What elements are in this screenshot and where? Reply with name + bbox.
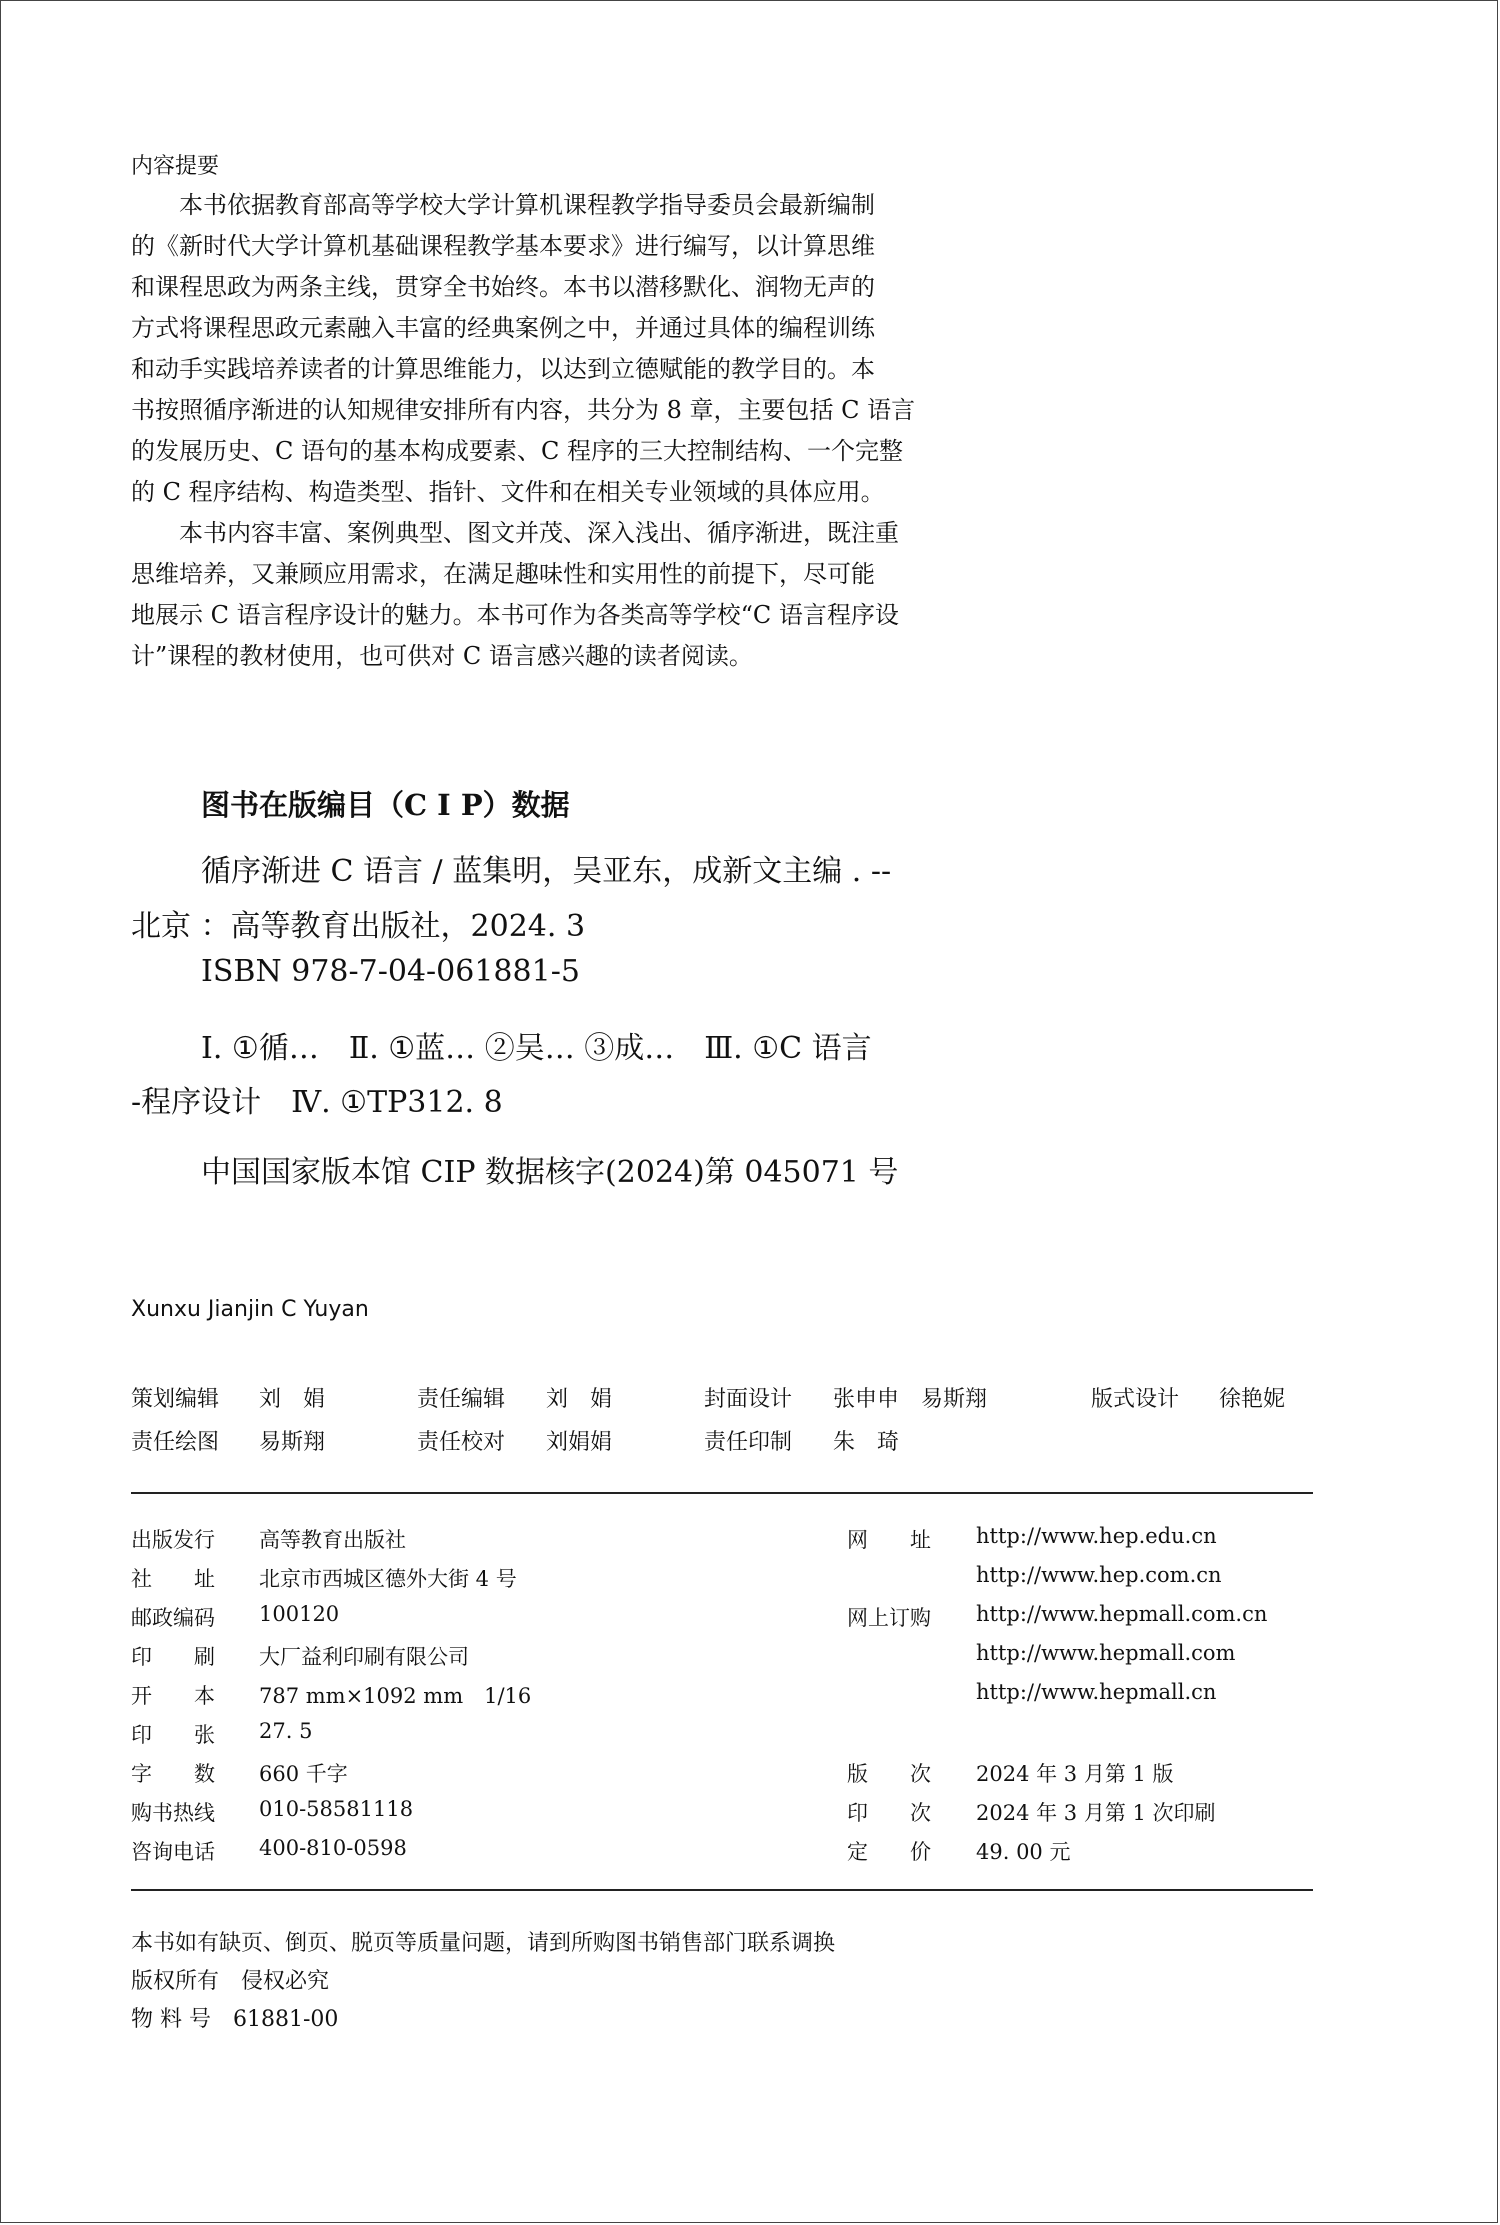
abstract-text bbox=[131, 185, 951, 677]
pub-value: 高等教育出版社 bbox=[259, 1528, 406, 1552]
divider-bottom bbox=[131, 1889, 1313, 1891]
cip-entry-line1: 循序渐进 C 语言 / 蓝集明，吴亚东，成新文主编 . -- bbox=[201, 854, 892, 889]
abstract-line: 方式将课程思政元素融入丰富的经典案例之中，并通过具体的编程训练 bbox=[131, 314, 875, 342]
abstract-line: 书按照循序渐进的认知规律安排所有内容，共分为 8 章，主要包括 C 语言 bbox=[131, 396, 916, 424]
credit-label: 责任校对 bbox=[417, 1430, 506, 1455]
website-link[interactable]: http://www.hep.com.cn bbox=[976, 1563, 1222, 1587]
pinyin-title: Xunxu Jianjin C Yuyan bbox=[131, 1297, 369, 1322]
pub-label: 开 本 bbox=[131, 1684, 215, 1708]
pub-label: 咨询电话 bbox=[131, 1840, 215, 1864]
printing-label: 印 次 bbox=[847, 1801, 931, 1825]
edition-value: 2024 年 3 月第 1 版 bbox=[976, 1762, 1174, 1786]
abstract-line: 和动手实践培养读者的计算思维能力，以达到立德赋能的教学目的。本 bbox=[131, 355, 875, 383]
pub-label: 印 刷 bbox=[131, 1645, 215, 1669]
printing-value: 2024 年 3 月第 1 次印刷 bbox=[976, 1801, 1216, 1825]
order-link[interactable]: http://www.hepmall.com.cn bbox=[976, 1602, 1268, 1626]
abstract-line: 思维培养，又兼顾应用需求，在满足趣味性和实用性的前提下，尽可能 bbox=[131, 560, 875, 588]
pub-value: 010-58581118 bbox=[259, 1797, 414, 1821]
quality-notice: 本书如有缺页、倒页、脱页等质量问题，请到所购图书销售部门联系调换 bbox=[131, 1931, 836, 1956]
website-label: 网 址 bbox=[847, 1528, 931, 1552]
credit-value: 刘 娟 bbox=[546, 1387, 613, 1412]
pub-value: 400-810-0598 bbox=[259, 1836, 407, 1860]
cip-class-line2: -程序设计 Ⅳ. ①TP312. 8 bbox=[131, 1085, 503, 1120]
credit-value: 张申申 易斯翔 bbox=[833, 1387, 988, 1412]
credit-label: 策划编辑 bbox=[131, 1387, 220, 1412]
credit-label: 封面设计 bbox=[704, 1387, 793, 1412]
order-label: 网上订购 bbox=[847, 1606, 931, 1630]
pub-value: 100120 bbox=[259, 1602, 340, 1626]
copyright-notice: 版权所有 侵权必究 bbox=[131, 1969, 330, 1994]
credit-value: 易斯翔 bbox=[259, 1430, 326, 1455]
abstract-line: 的发展历史、C 语句的基本构成要素、C 程序的三大控制结构、一个完整 bbox=[131, 437, 903, 465]
pub-value: 660 千字 bbox=[259, 1762, 348, 1786]
cip-title: 图书在版编目（C I P）数据 bbox=[201, 788, 570, 822]
website-link[interactable]: http://www.hep.edu.cn bbox=[976, 1524, 1217, 1548]
credit-label: 责任编辑 bbox=[417, 1387, 506, 1412]
credit-label: 版式设计 bbox=[1091, 1387, 1180, 1412]
abstract-line: 地展示 C 语言程序设计的魅力。本书可作为各类高等学校“C 语言程序设 bbox=[131, 601, 899, 629]
pub-value: 北京市西城区德外大街 4 号 bbox=[259, 1567, 517, 1591]
order-link[interactable]: http://www.hepmall.com bbox=[976, 1641, 1236, 1665]
credit-label: 责任印制 bbox=[704, 1430, 793, 1455]
credit-value: 朱 琦 bbox=[833, 1430, 900, 1455]
edition-label: 版 次 bbox=[847, 1762, 931, 1786]
credit-value: 刘 娟 bbox=[259, 1387, 326, 1412]
pub-value: 27. 5 bbox=[259, 1719, 313, 1743]
pub-value: 大厂益利印刷有限公司 bbox=[259, 1645, 469, 1669]
abstract-line: 计”课程的教材使用，也可供对 C 语言感兴趣的读者阅读。 bbox=[131, 642, 753, 670]
cip-entry-line2: 北京 ：高等教育出版社，2024. 3 bbox=[131, 909, 586, 944]
abstract-line: 本书内容丰富、案例典型、图文并茂、深入浅出、循序渐进，既注重 bbox=[131, 519, 899, 547]
pub-label: 社 址 bbox=[131, 1567, 215, 1591]
cip-isbn: ISBN 978-7-04-061881-5 bbox=[201, 954, 580, 989]
pub-value: 787 mm×1092 mm 1/16 bbox=[259, 1684, 532, 1708]
abstract-line: 的 C 程序结构、构造类型、指针、文件和在相关专业领域的具体应用。 bbox=[131, 478, 885, 506]
divider-top bbox=[131, 1492, 1313, 1494]
price-value: 49. 00 元 bbox=[976, 1840, 1071, 1864]
cip-class-line1: Ⅰ. ①循… Ⅱ. ①蓝… ②吴… ③成… Ⅲ. ①C 语言 bbox=[201, 1031, 872, 1066]
pub-label: 出版发行 bbox=[131, 1528, 215, 1552]
abstract-line: 和课程思政为两条主线，贯穿全书始终。本书以潜移默化、润物无声的 bbox=[131, 273, 875, 301]
credit-value: 刘娟娟 bbox=[546, 1430, 613, 1455]
pub-label: 邮政编码 bbox=[131, 1606, 215, 1630]
pub-label: 印 张 bbox=[131, 1723, 215, 1747]
pub-label: 购书热线 bbox=[131, 1801, 215, 1825]
order-link[interactable]: http://www.hepmall.cn bbox=[976, 1680, 1217, 1704]
abstract-line: 本书依据教育部高等学校大学计算机课程教学指导委员会最新编制 bbox=[131, 191, 875, 219]
price-label: 定 价 bbox=[847, 1840, 931, 1864]
pub-label: 字 数 bbox=[131, 1762, 215, 1786]
abstract-heading: 内容提要 bbox=[131, 154, 220, 179]
cip-verify-number: 中国国家版本馆 CIP 数据核字(2024)第 045071 号 bbox=[201, 1155, 899, 1190]
credit-value: 徐艳妮 bbox=[1219, 1387, 1286, 1412]
credit-label: 责任绘图 bbox=[131, 1430, 220, 1455]
abstract-line: 的《新时代大学计算机基础课程教学基本要求》进行编写，以计算思维 bbox=[131, 232, 875, 260]
material-number: 物 料 号 61881-00 bbox=[131, 2007, 339, 2032]
